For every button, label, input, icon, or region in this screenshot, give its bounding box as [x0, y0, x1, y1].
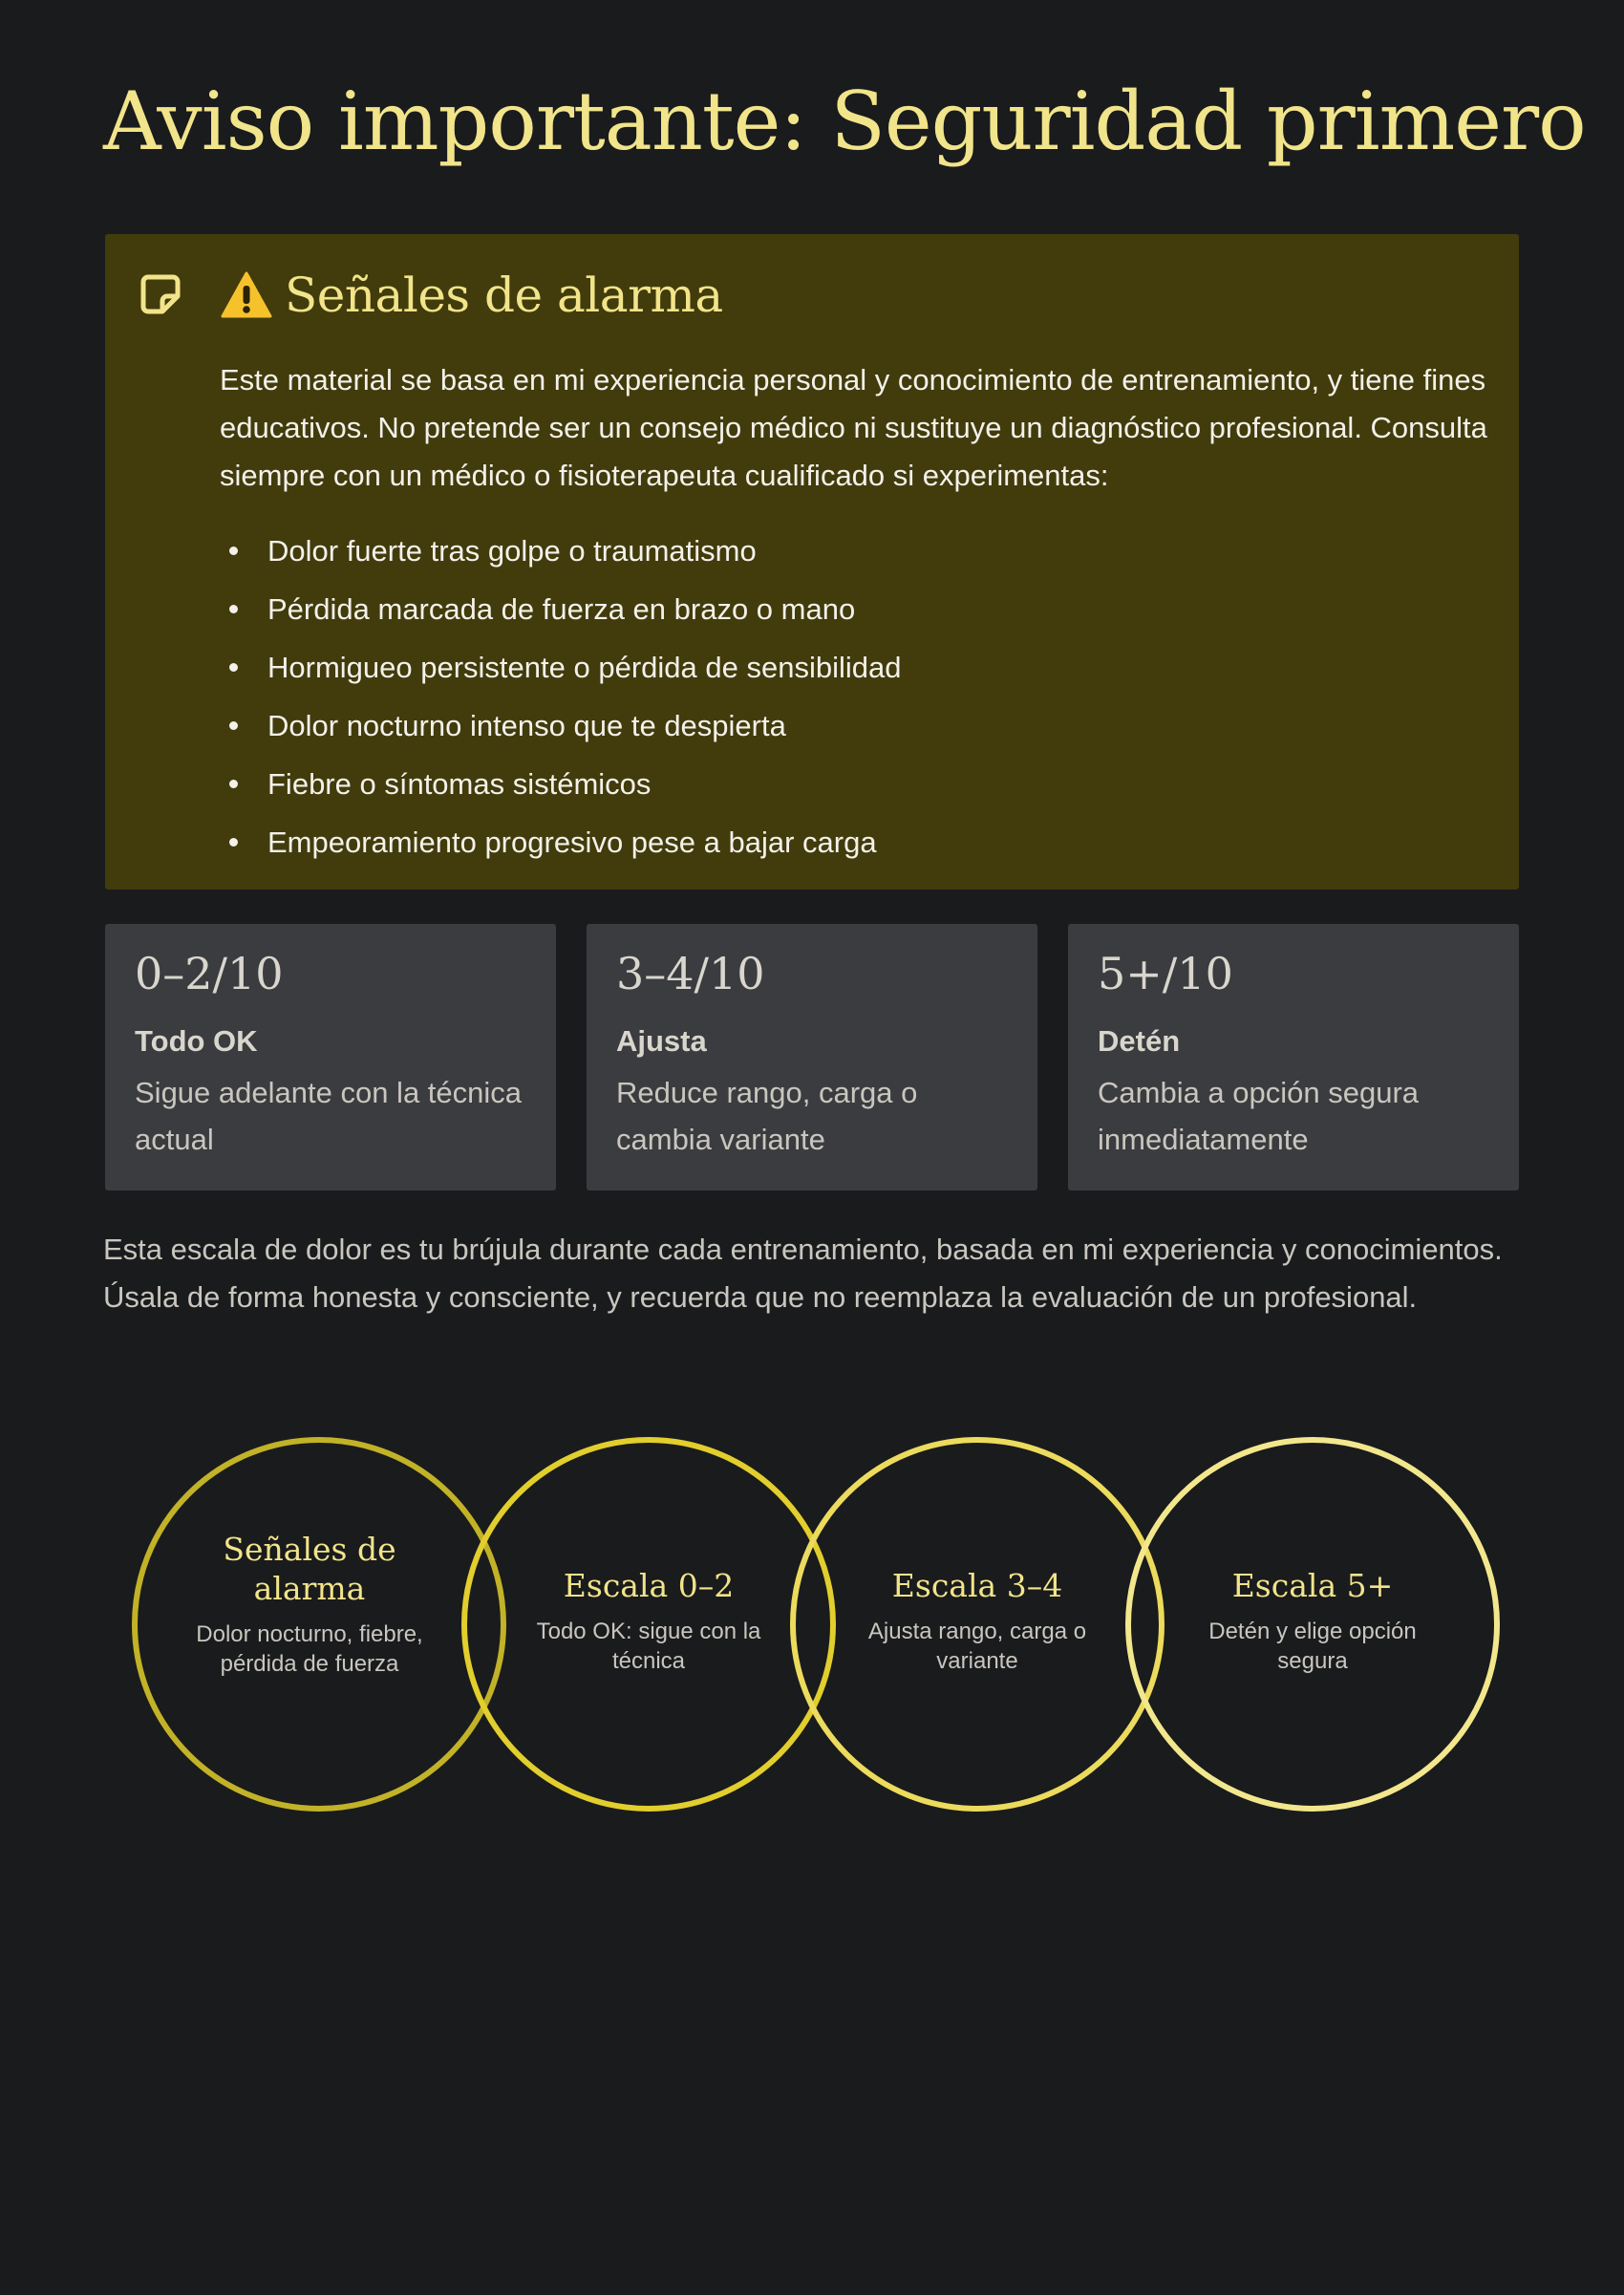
warning-icon: [220, 270, 273, 320]
scale-card-description: Reduce rango, carga o cambia variante: [616, 1076, 918, 1156]
alarm-callout-title: Señales de alarma: [285, 268, 723, 323]
scale-card-0-2: [105, 924, 556, 1190]
scale-card-description: Sigue adelante con la técnica actual: [135, 1076, 523, 1156]
venn-label-5-plus: [1174, 1566, 1451, 1676]
venn-label-alarm: [171, 1530, 448, 1679]
alarm-list-item-text: Fiebre o síntomas sistémicos: [267, 767, 652, 801]
alarm-list-item-text: Hormigueo persistente o pérdida de sensibilidad: [267, 651, 902, 684]
bullet-icon: [229, 605, 238, 613]
alarm-list-item: [220, 638, 901, 697]
alarm-list-item: [220, 755, 901, 813]
scale-card-5-plus: [1068, 924, 1519, 1190]
scale-card-range: 0–2/10: [135, 948, 284, 999]
venn-label-title: Escala 5+: [1231, 1567, 1394, 1604]
alarm-list-item: [220, 697, 901, 755]
venn-label-description: Todo OK: sigue con la técnica: [536, 1619, 761, 1674]
scale-explanation: Esta escala de dolor es tu brújula durante cada entrenamiento, basada en mi experiencia y conocimientos. Úsala de forma honesta y consciente, y recuerda que no reemplaza la evaluación de un profesional.: [103, 1233, 1503, 1314]
scale-card-3-4: [587, 924, 1037, 1190]
alarm-list: [220, 522, 901, 871]
venn-label-3-4: [839, 1566, 1116, 1676]
scale-card-range: 5+/10: [1098, 948, 1233, 999]
scale-card-description: Cambia a opción segura inmediatamente: [1098, 1076, 1420, 1156]
alarm-list-item: [220, 580, 901, 638]
scale-card-range: 3–4/10: [616, 948, 765, 999]
alarm-callout-body: Este material se basa en mi experiencia personal y conocimiento de entrenamiento, y tiene fines educativos. No pretende ser un consejo médico ni sustituye un diagnóstico profesional. Consulta siempre con un médico o fisioterapeuta cualificado si experimentas:: [220, 363, 1487, 492]
venn-label-description: Ajusta rango, carga o variante: [867, 1619, 1087, 1674]
alarm-list-item-text: Dolor fuerte tras golpe o traumatismo: [267, 534, 757, 568]
alarm-callout: [105, 234, 1519, 890]
venn-label-description: Dolor nocturno, fiebre, pérdida de fuerza: [196, 1621, 423, 1677]
bullet-icon: [229, 547, 238, 555]
scale-card-label: Todo OK: [135, 1024, 258, 1058]
venn-label-title: Escala 3–4: [891, 1567, 1063, 1604]
bullet-icon: [229, 838, 238, 847]
venn-label-description: Detén y elige opción segura: [1208, 1619, 1417, 1674]
page-title: Aviso importante: Seguridad primero: [103, 75, 1586, 168]
alarm-list-item: [220, 813, 901, 871]
bullet-icon: [229, 663, 238, 672]
alarm-list-item: [220, 522, 901, 580]
bullet-icon: [229, 780, 238, 788]
scale-card-label: Ajusta: [616, 1024, 707, 1058]
venn-label-0-2: [510, 1566, 787, 1676]
alarm-list-item-text: Pérdida marcada de fuerza en brazo o mano: [267, 592, 856, 626]
scale-card-label: Detén: [1098, 1024, 1181, 1058]
alarm-list-item-text: Empeoramiento progresivo pese a bajar carga: [267, 826, 877, 859]
alarm-callout-heading: [220, 267, 723, 324]
note-icon: [139, 273, 182, 315]
venn-label-title: Señales de alarma: [223, 1531, 396, 1607]
venn-label-title: Escala 0–2: [563, 1567, 735, 1604]
bullet-icon: [229, 721, 238, 730]
alarm-list-item-text: Dolor nocturno intenso que te despierta: [267, 709, 786, 742]
